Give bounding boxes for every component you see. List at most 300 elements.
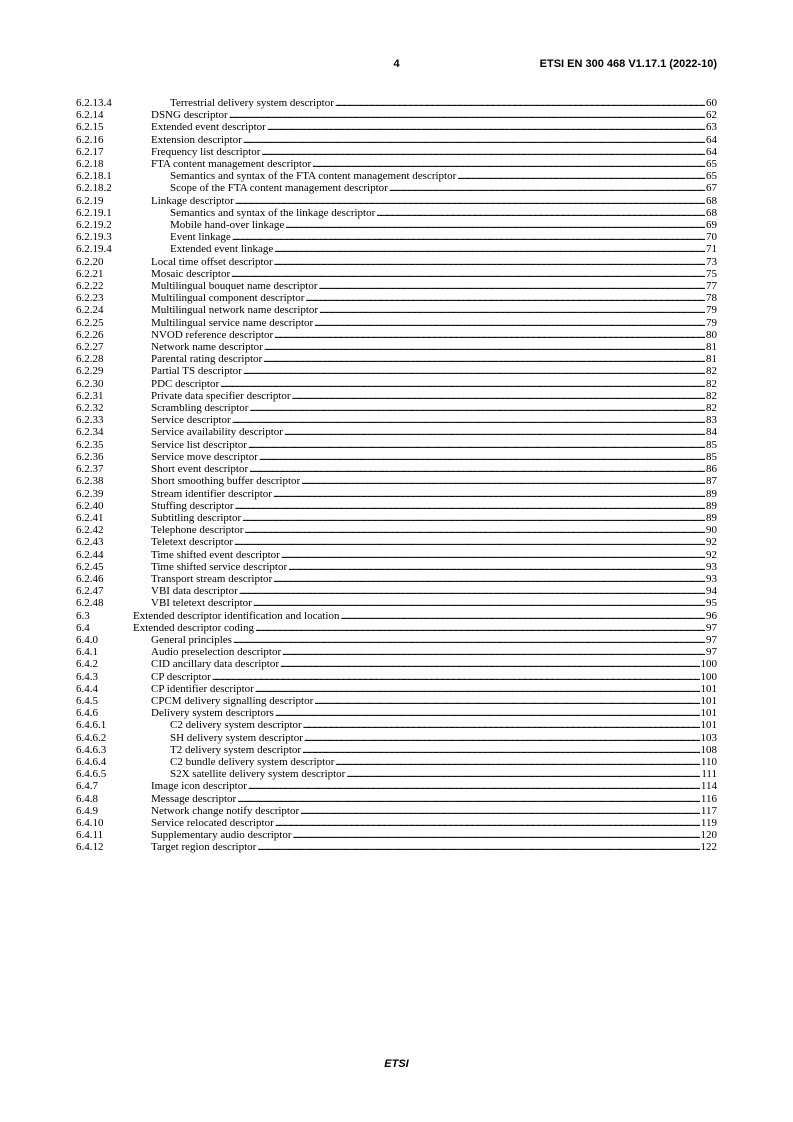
- toc-entry-number: 6.2.19.3: [76, 231, 112, 244]
- toc-entry[interactable]: [76, 390, 717, 402]
- toc-entry-number: 6.2.17: [76, 145, 104, 158]
- toc-entry-page: 95: [706, 597, 717, 610]
- toc-entry-number: 6.4.7: [76, 780, 98, 793]
- toc-entry[interactable]: [76, 732, 717, 744]
- toc-entry[interactable]: [76, 426, 717, 438]
- toc-entry-title[interactable]: Time shifted event descriptor: [151, 548, 280, 561]
- toc-dot-leader: [249, 402, 705, 414]
- toc-entry-title[interactable]: T2 delivery system descriptor: [170, 743, 302, 756]
- toc-entry-number: 6.2.29: [76, 365, 104, 378]
- toc-dot-leader: [234, 536, 705, 548]
- toc-entry[interactable]: [76, 634, 717, 646]
- toc-dot-leader: [292, 390, 705, 402]
- toc-entry-page: 89: [706, 487, 717, 500]
- toc-entry-page: 101: [700, 694, 717, 707]
- toc-entry-line: [151, 780, 717, 792]
- toc-entry-page: 85: [706, 438, 717, 451]
- toc-entry[interactable]: [76, 402, 717, 414]
- toc-entry[interactable]: [76, 414, 717, 426]
- toc-entry-page: 101: [700, 682, 717, 695]
- toc-entry-line: [151, 353, 717, 365]
- page-header-document-id: ETSI EN 300 468 V1.17.1 (2022-10): [539, 58, 717, 70]
- toc-entry-number: 6.4.3: [76, 670, 98, 683]
- toc-entry-page: 94: [706, 585, 717, 598]
- toc-entry-title[interactable]: Target region descriptor: [151, 841, 257, 854]
- toc-entry-title[interactable]: VBI teletext descriptor: [151, 597, 252, 610]
- toc-entry[interactable]: [76, 524, 717, 536]
- toc-entry[interactable]: [76, 353, 717, 365]
- toc-entry[interactable]: [76, 292, 717, 304]
- toc-entry-line: [151, 365, 717, 377]
- toc-entry-number: 6.2.35: [76, 438, 104, 451]
- toc-entry[interactable]: [76, 134, 717, 146]
- toc-entry[interactable]: [76, 243, 717, 255]
- toc-entry-number: 6.2.18.1: [76, 170, 112, 183]
- toc-entry-page: 103: [700, 731, 717, 744]
- toc-entry-number: 6.2.19.4: [76, 243, 112, 256]
- toc-entry[interactable]: [76, 841, 717, 853]
- toc-entry-number: 6.4.6.2: [76, 731, 107, 744]
- toc-entry-title[interactable]: Local time offset descriptor: [151, 255, 273, 268]
- toc-entry-title[interactable]: Extended event linkage: [170, 243, 274, 256]
- toc-dot-leader: [274, 329, 705, 341]
- toc-entry[interactable]: [76, 158, 717, 170]
- toc-dot-leader: [248, 780, 700, 792]
- toc-entry-line: [151, 573, 717, 585]
- toc-entry-title[interactable]: Stream identifier descriptor: [151, 487, 272, 500]
- toc-entry-number: 6.2.28: [76, 353, 104, 366]
- toc-entry[interactable]: [76, 805, 717, 817]
- toc-entry-title[interactable]: Service descriptor: [151, 414, 231, 427]
- toc-entry-page: 69: [706, 219, 717, 232]
- toc-entry-page: 120: [700, 829, 717, 842]
- toc-entry-page: 82: [706, 389, 717, 402]
- toc-dot-leader: [341, 610, 706, 622]
- toc-entry-page: 81: [706, 353, 717, 366]
- toc-entry-line: [151, 146, 717, 158]
- toc-entry-title[interactable]: C2 bundle delivery system descriptor: [170, 755, 335, 768]
- toc-entry[interactable]: [76, 756, 717, 768]
- toc-entry-title[interactable]: VBI data descriptor: [151, 585, 238, 598]
- toc-entry-line: [151, 597, 717, 609]
- toc-entry[interactable]: [76, 329, 717, 341]
- toc-entry[interactable]: [76, 646, 717, 658]
- toc-entry[interactable]: [76, 573, 717, 585]
- toc-dot-leader: [273, 488, 705, 500]
- toc-entry-line: [151, 561, 717, 573]
- toc-entry-number: 6.2.46: [76, 572, 104, 585]
- toc-entry[interactable]: [76, 488, 717, 500]
- toc-entry-number: 6.2.45: [76, 560, 104, 573]
- toc-entry-line: [151, 695, 717, 707]
- toc-entry[interactable]: [76, 768, 717, 780]
- toc-entry-title[interactable]: Semantics and syntax of the FTA content management descriptor: [170, 170, 457, 183]
- toc-entry-title[interactable]: CP identifier descriptor: [151, 682, 254, 695]
- toc-entry-line: [151, 549, 717, 561]
- toc-entry-title[interactable]: C2 delivery system descriptor: [170, 719, 302, 732]
- toc-entry-title[interactable]: Mobile hand-over linkage: [170, 219, 285, 232]
- toc-dot-leader: [319, 304, 705, 316]
- toc-entry-number: 6.2.44: [76, 548, 104, 561]
- toc-entry-number: 6.2.27: [76, 341, 104, 354]
- toc-entry-line: [170, 170, 717, 182]
- toc-entry-number: 6.2.14: [76, 109, 104, 122]
- toc-dot-leader: [263, 353, 705, 365]
- toc-entry-page: 116: [700, 792, 717, 805]
- toc-entry-title[interactable]: Extension descriptor: [151, 133, 242, 146]
- toc-dot-leader: [314, 695, 699, 707]
- toc-dot-leader: [235, 500, 705, 512]
- toc-entry[interactable]: [76, 317, 717, 329]
- toc-entry[interactable]: [76, 219, 717, 231]
- toc-entry-number: 6.2.43: [76, 536, 104, 549]
- toc-entry-number: 6.2.39: [76, 487, 104, 500]
- toc-dot-leader: [232, 414, 705, 426]
- toc-entry[interactable]: [76, 512, 717, 524]
- toc-entry[interactable]: [76, 463, 717, 475]
- toc-entry-title[interactable]: Transport stream descriptor: [151, 572, 273, 585]
- toc-entry-title[interactable]: Delivery system descriptors: [151, 707, 274, 720]
- toc-entry-page: 84: [706, 426, 717, 439]
- toc-entry-page: 73: [706, 255, 717, 268]
- toc-dot-leader: [303, 719, 700, 731]
- toc-entry-line: [151, 488, 717, 500]
- toc-entry-page: 65: [706, 170, 717, 183]
- toc-entry-line: [170, 756, 717, 768]
- toc-dot-leader: [275, 707, 700, 719]
- toc-entry-title[interactable]: CP descriptor: [151, 670, 211, 683]
- toc-entry-page: 71: [706, 243, 717, 256]
- toc-entry-page: 93: [706, 572, 717, 585]
- toc-entry-line: [151, 658, 717, 670]
- toc-entry-number: 6.4.4: [76, 682, 98, 695]
- toc-entry-title[interactable]: Extended descriptor coding: [133, 621, 254, 634]
- toc-dot-leader: [255, 683, 700, 695]
- toc-entry-page: 64: [706, 133, 717, 146]
- toc-dot-leader: [389, 182, 705, 194]
- toc-entry[interactable]: [76, 304, 717, 316]
- toc-entry-number: 6.2.31: [76, 389, 104, 402]
- toc-entry[interactable]: [76, 658, 717, 670]
- toc-entry-page: 68: [706, 194, 717, 207]
- toc-entry-title[interactable]: Linkage descriptor: [151, 194, 234, 207]
- toc-entry-number: 6.2.40: [76, 499, 104, 512]
- toc-entry[interactable]: [76, 121, 717, 133]
- toc-entry[interactable]: [76, 182, 717, 194]
- toc-entry-title[interactable]: Time shifted service descriptor: [151, 560, 288, 573]
- toc-entry-title[interactable]: Multilingual service name descriptor: [151, 316, 314, 329]
- toc-dot-leader: [275, 817, 700, 829]
- toc-entry[interactable]: [76, 707, 717, 719]
- toc-entry-number: 6.4.12: [76, 841, 104, 854]
- toc-dot-leader: [281, 549, 705, 561]
- toc-entry-page: 75: [706, 267, 717, 280]
- toc-entry[interactable]: [76, 451, 717, 463]
- toc-entry-line: [151, 390, 717, 402]
- toc-entry-page: 111: [701, 768, 717, 781]
- toc-dot-leader: [376, 207, 705, 219]
- toc-entry-line: [151, 378, 717, 390]
- toc-entry-line: [151, 500, 717, 512]
- toc-entry[interactable]: [76, 500, 717, 512]
- toc-entry[interactable]: [76, 610, 717, 622]
- toc-entry-title[interactable]: General principles: [151, 633, 232, 646]
- toc-entry[interactable]: [76, 549, 717, 561]
- toc-dot-leader: [243, 365, 705, 377]
- toc-entry[interactable]: [76, 231, 717, 243]
- toc-entry[interactable]: [76, 341, 717, 353]
- toc-entry-line: [151, 585, 717, 597]
- toc-entry-title[interactable]: NVOD reference descriptor: [151, 328, 274, 341]
- toc-entry[interactable]: [76, 109, 717, 121]
- toc-entry-number: 6.4.1: [76, 646, 98, 659]
- toc-entry-page: 92: [706, 536, 717, 549]
- toc-entry-line: [170, 243, 717, 255]
- toc-entry[interactable]: [76, 439, 717, 451]
- toc-entry-line: [151, 512, 717, 524]
- toc-entry[interactable]: [76, 695, 717, 707]
- toc-entry-title[interactable]: S2X satellite delivery system descriptor: [170, 768, 346, 781]
- toc-entry-line: [151, 524, 717, 536]
- toc-entry[interactable]: [76, 817, 717, 829]
- toc-entry[interactable]: [76, 622, 717, 634]
- toc-dot-leader: [284, 426, 705, 438]
- toc-entry-line: [151, 646, 717, 658]
- toc-entry-title[interactable]: Multilingual component descriptor: [151, 292, 305, 305]
- toc-entry-line: [151, 817, 717, 829]
- toc-entry-number: 6.4.6.1: [76, 719, 107, 732]
- toc-entry-line: [170, 97, 717, 109]
- toc-entry[interactable]: [76, 97, 717, 109]
- toc-dot-leader: [239, 585, 705, 597]
- toc-entry[interactable]: [76, 170, 717, 182]
- toc-entry-line: [151, 317, 717, 329]
- toc-entry-title[interactable]: Partial TS descriptor: [151, 365, 242, 378]
- toc-entry-title[interactable]: SH delivery system descriptor: [170, 731, 303, 744]
- toc-entry-title[interactable]: Event linkage: [170, 231, 231, 244]
- toc-entry-line: [151, 341, 717, 353]
- toc-entry-title[interactable]: Supplementary audio descriptor: [151, 829, 292, 842]
- toc-entry-title[interactable]: Terrestrial delivery system descriptor: [170, 97, 334, 109]
- toc-entry-line: [151, 707, 717, 719]
- toc-entry-line: [151, 414, 717, 426]
- toc-dot-leader: [274, 256, 705, 268]
- toc-entry-line: [151, 134, 717, 146]
- toc-entry-page: 97: [706, 621, 717, 634]
- toc-entry-page: 89: [706, 511, 717, 524]
- toc-entry[interactable]: [76, 793, 717, 805]
- toc-entry-page: 67: [706, 182, 717, 195]
- toc-entry-page: 96: [706, 609, 717, 622]
- toc-entry[interactable]: [76, 780, 717, 792]
- toc-entry-line: [151, 158, 717, 170]
- toc-entry-number: 6.2.48: [76, 597, 104, 610]
- toc-dot-leader: [301, 475, 705, 487]
- toc-entry-page: 60: [706, 97, 717, 109]
- toc-entry-title[interactable]: Extended descriptor identification and location: [133, 609, 340, 622]
- toc-entry-page: 89: [706, 499, 717, 512]
- toc-dot-leader: [285, 219, 705, 231]
- toc-entry-line: [151, 439, 717, 451]
- toc-entry-number: 6.4: [76, 621, 90, 634]
- toc-entry[interactable]: [76, 536, 717, 548]
- toc-entry-title[interactable]: Network change notify descriptor: [151, 804, 300, 817]
- toc-entry[interactable]: [76, 378, 717, 390]
- toc-entry-page: 63: [706, 121, 717, 134]
- toc-dot-leader: [314, 317, 705, 329]
- toc-entry-page: 114: [700, 780, 717, 793]
- toc-entry[interactable]: [76, 207, 717, 219]
- toc-entry-number: 6.2.36: [76, 450, 104, 463]
- toc-entry-number: 6.4.2: [76, 658, 98, 671]
- toc-entry[interactable]: [76, 561, 717, 573]
- toc-entry-line: [151, 536, 717, 548]
- toc-entry[interactable]: [76, 256, 717, 268]
- toc-entry-number: 6.2.19.1: [76, 206, 112, 219]
- toc-entry-line: [151, 256, 717, 268]
- toc-dot-leader: [288, 561, 705, 573]
- toc-entry-title[interactable]: Frequency list descriptor: [151, 145, 261, 158]
- toc-entry[interactable]: [76, 744, 717, 756]
- toc-dot-leader: [293, 829, 700, 841]
- toc-entry-line: [151, 121, 717, 133]
- toc-entry-number: 6.2.33: [76, 414, 104, 427]
- toc-entry-line: [151, 329, 717, 341]
- toc-entry-title[interactable]: Scrambling descriptor: [151, 402, 249, 415]
- toc-entry-title[interactable]: Teletext descriptor: [151, 536, 234, 549]
- page-header-number: 4: [393, 58, 400, 70]
- toc-entry-number: 6.4.9: [76, 804, 98, 817]
- toc-entry[interactable]: [76, 475, 717, 487]
- toc-entry-title[interactable]: Audio preselection descriptor: [151, 646, 282, 659]
- toc-entry-number: 6.4.10: [76, 816, 104, 829]
- toc-entry-number: 6.2.23: [76, 292, 104, 305]
- page-footer: ETSI: [384, 1058, 409, 1070]
- toc-entry-page: 82: [706, 402, 717, 415]
- toc-entry-page: 110: [700, 755, 717, 768]
- toc-entry-title[interactable]: Service relocated descriptor: [151, 816, 274, 829]
- toc-entry-number: 6.2.25: [76, 316, 104, 329]
- toc-entry-page: 108: [700, 743, 717, 756]
- toc-entry-page: 87: [706, 475, 717, 488]
- toc-entry[interactable]: [76, 585, 717, 597]
- toc-entry-number: 6.4.6.3: [76, 743, 107, 756]
- toc-entry-page: 119: [700, 816, 717, 829]
- toc-entry-line: [170, 719, 717, 731]
- toc-dot-leader: [243, 134, 705, 146]
- toc-entry-page: 100: [700, 658, 717, 671]
- toc-entry[interactable]: [76, 671, 717, 683]
- toc-entry-page: 101: [700, 719, 717, 732]
- toc-entry-number: 6.2.19.2: [76, 219, 112, 232]
- toc-entry-title[interactable]: Message descriptor: [151, 792, 237, 805]
- toc-dot-leader: [212, 671, 700, 683]
- toc-dot-leader: [255, 622, 705, 634]
- toc-entry-number: 6.4.6: [76, 707, 98, 720]
- toc-entry-title[interactable]: Service availability descriptor: [151, 426, 283, 439]
- toc-entry-title[interactable]: Private data specifier descriptor: [151, 389, 291, 402]
- toc-entry-title[interactable]: Subtitling descriptor: [151, 511, 242, 524]
- toc-dot-leader: [233, 634, 705, 646]
- toc-entry-number: 6.2.13.4: [76, 97, 112, 109]
- toc-entry-page: 90: [706, 524, 717, 537]
- toc-entry-title[interactable]: Scope of the FTA content management descriptor: [170, 182, 388, 195]
- toc-entry-page: 122: [700, 841, 717, 854]
- toc-entry-page: 100: [700, 670, 717, 683]
- toc-entry-title[interactable]: FTA content management descriptor: [151, 158, 312, 171]
- toc-entry[interactable]: [76, 146, 717, 158]
- toc-entry-line: [170, 732, 717, 744]
- toc-entry-number: 6.4.6.5: [76, 768, 107, 781]
- toc-entry-title[interactable]: CPCM delivery signalling descriptor: [151, 694, 314, 707]
- toc-entry-title[interactable]: Image icon descriptor: [151, 780, 247, 793]
- toc-entry-title[interactable]: Network name descriptor: [151, 341, 263, 354]
- toc-entry-title[interactable]: Mosaic descriptor: [151, 267, 231, 280]
- toc-entry-title[interactable]: DSNG descriptor: [151, 109, 228, 122]
- toc-entry[interactable]: [76, 268, 717, 280]
- toc-entry-title[interactable]: CID ancillary data descriptor: [151, 658, 279, 671]
- toc-entry[interactable]: [76, 195, 717, 207]
- toc-dot-leader: [264, 341, 705, 353]
- toc-dot-leader: [457, 170, 705, 182]
- toc-entry-number: 6.2.37: [76, 463, 104, 476]
- toc-entry-line: [151, 841, 717, 853]
- toc-entry[interactable]: [76, 280, 717, 292]
- toc-entry-title[interactable]: Stuffing descriptor: [151, 499, 234, 512]
- toc-entry-number: 6.2.15: [76, 121, 104, 134]
- toc-entry-title[interactable]: Short event descriptor: [151, 463, 249, 476]
- toc-dot-leader: [273, 573, 705, 585]
- toc-entry-title[interactable]: Multilingual bouquet name descriptor: [151, 280, 318, 293]
- toc-entry-title[interactable]: Service list descriptor: [151, 438, 247, 451]
- toc-entry[interactable]: [76, 683, 717, 695]
- toc-entry[interactable]: [76, 829, 717, 841]
- toc-entry-line: [151, 402, 717, 414]
- toc-dot-leader: [257, 841, 699, 853]
- toc-entry-number: 6.3: [76, 609, 90, 622]
- toc-dot-leader: [300, 805, 700, 817]
- toc-entry-page: 78: [706, 292, 717, 305]
- toc-entry-title[interactable]: Extended event descriptor: [151, 121, 266, 134]
- toc-entry-title[interactable]: Parental rating descriptor: [151, 353, 263, 366]
- toc-entry-line: [151, 634, 717, 646]
- toc-entry-number: 6.2.18.2: [76, 182, 112, 195]
- toc-dot-leader: [302, 744, 699, 756]
- toc-entry-page: 81: [706, 341, 717, 354]
- toc-entry-page: 62: [706, 109, 717, 122]
- toc-entry-page: 85: [706, 450, 717, 463]
- toc-entry-number: 6.2.47: [76, 585, 104, 598]
- toc-entry-title[interactable]: Service move descriptor: [151, 450, 258, 463]
- toc-entry-title[interactable]: Short smoothing buffer descriptor: [151, 475, 301, 488]
- toc-dot-leader: [305, 292, 705, 304]
- toc-entry-number: 6.2.19: [76, 194, 104, 207]
- toc-entry-title[interactable]: Multilingual network name descriptor: [151, 304, 319, 317]
- toc-entry[interactable]: [76, 365, 717, 377]
- toc-entry-line: [133, 622, 717, 634]
- toc-entry-title[interactable]: PDC descriptor: [151, 377, 220, 390]
- toc-entry-line: [151, 195, 717, 207]
- toc-entry[interactable]: [76, 597, 717, 609]
- toc-entry-page: 70: [706, 231, 717, 244]
- toc-entry-number: 6.2.26: [76, 328, 104, 341]
- toc-entry-page: 97: [706, 633, 717, 646]
- toc-entry-title[interactable]: Telephone descriptor: [151, 524, 244, 537]
- toc-entry-line: [151, 475, 717, 487]
- toc-dot-leader: [232, 231, 705, 243]
- toc-entry[interactable]: [76, 719, 717, 731]
- toc-entry-title[interactable]: Semantics and syntax of the linkage descriptor: [170, 206, 376, 219]
